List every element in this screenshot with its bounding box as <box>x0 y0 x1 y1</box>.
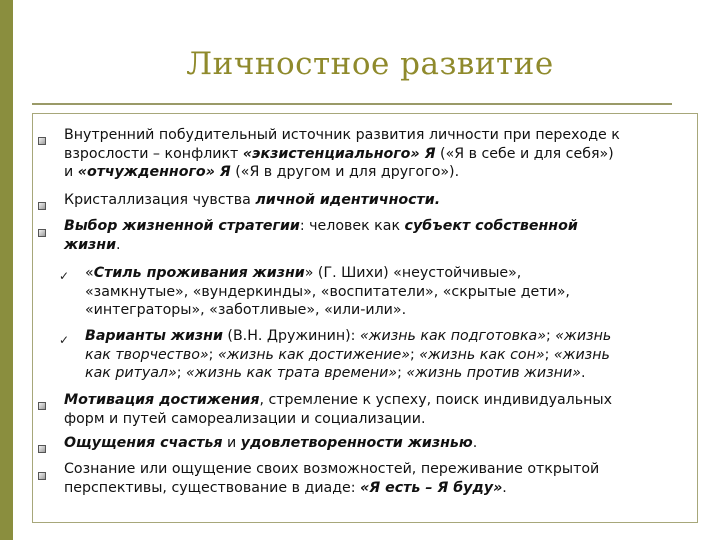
italic-run: «жизнь как сон» <box>419 346 545 363</box>
checkmark-icon: ✓ <box>59 333 70 347</box>
text-line <box>64 410 612 429</box>
text-run: и <box>222 435 241 451</box>
square-bullet-icon <box>38 402 46 410</box>
text-run: форм и путей самореализации и социализации. <box>64 410 426 427</box>
text-run: . <box>116 236 121 253</box>
emphasis-run: Стиль проживания жизни <box>93 265 305 281</box>
bullet-item-life-strategy <box>64 217 578 254</box>
text-line <box>64 163 620 182</box>
emphasis-run: «экзистенциального» Я <box>242 145 436 162</box>
bullet-item-perspective <box>64 460 599 497</box>
emphasis-run: Ощущения счастья <box>64 435 223 451</box>
bullet-item-conflict <box>64 126 620 182</box>
square-bullet-icon <box>38 229 46 237</box>
text-run: (В.Н. Дружинин): <box>222 328 360 344</box>
emphasis-run: Выбор жизненной стратегии <box>64 218 300 234</box>
text-run: ; <box>176 365 187 382</box>
title-divider <box>32 103 672 105</box>
text-run: ; <box>546 328 556 344</box>
italic-run: «жизнь <box>555 328 612 344</box>
italic-run: «жизнь против жизни» <box>406 365 581 382</box>
italic-run: «жизнь как трата времени» <box>186 365 398 382</box>
emphasis-run: «отчужденного» Я <box>77 164 231 181</box>
italic-run: как творчество» <box>85 346 209 363</box>
text-run: « <box>85 265 94 281</box>
text-run: . <box>472 435 478 451</box>
text-run: («Я в другом и для другого»). <box>230 164 460 181</box>
text-run: ; <box>410 346 420 363</box>
emphasis-run: личной идентичности. <box>255 192 441 208</box>
text-run: . <box>502 479 507 496</box>
text-run: взрослости – конфликт <box>64 145 243 162</box>
text-run: Внутренний побудительный источник развития личности при переходе к <box>64 127 620 143</box>
text-line <box>64 191 440 210</box>
bullet-item-achievement <box>64 391 612 428</box>
text-line <box>85 264 570 283</box>
text-line <box>85 327 611 346</box>
emphasis-run: Мотивация достижения <box>64 392 260 408</box>
square-bullet-icon <box>38 137 46 145</box>
text-line <box>85 283 570 302</box>
text-line <box>85 364 611 383</box>
emphasis-run: субъект собственной <box>404 218 578 234</box>
emphasis-run: жизни <box>64 236 117 253</box>
italic-run: «жизнь как достижение» <box>217 346 410 363</box>
text-run: , стремление к успеху, поиск индивидуальных <box>259 392 612 408</box>
text-line <box>85 346 611 365</box>
text-run: Сознание или ощущение своих возможностей, переживание открытой <box>64 461 600 477</box>
bullet-item-happiness <box>64 434 477 453</box>
text-run: » (Г. Шихи) «неустойчивые», <box>304 265 522 281</box>
text-run: «замкнутые», «вундеркинды», «воспитатели», «скрытые дети», <box>85 283 570 300</box>
emphasis-run: «Я есть – Я буду» <box>360 479 503 496</box>
checkmark-icon: ✓ <box>59 269 70 283</box>
text-line <box>64 434 477 453</box>
text-run: ; <box>544 346 554 363</box>
text-run: («Я в себе и для себя») <box>435 145 614 162</box>
square-bullet-icon <box>38 445 46 453</box>
emphasis-run: удовлетворенности жизнью <box>240 435 473 451</box>
emphasis-run: Варианты жизни <box>85 328 223 344</box>
text-line <box>64 217 578 236</box>
slide-sidebar-accent <box>0 0 13 540</box>
text-run: «интеграторы», «заботливые», «или-или». <box>85 302 407 319</box>
text-line <box>85 301 570 320</box>
text-run: : человек как <box>299 218 405 234</box>
text-run: перспективы, существование в диаде: <box>64 479 361 496</box>
square-bullet-icon <box>38 472 46 480</box>
text-line <box>64 391 612 410</box>
bullet-item-identity <box>64 191 440 210</box>
sub-item-life-variants <box>85 327 611 383</box>
italic-run: «жизнь как подготовка» <box>359 328 546 344</box>
text-line <box>64 479 599 498</box>
text-line <box>64 236 578 255</box>
slide-title: Личностное развитие <box>186 46 554 82</box>
text-run: и <box>64 164 78 181</box>
square-bullet-icon <box>38 202 46 210</box>
text-run: Кристаллизация чувства <box>64 192 256 208</box>
text-run: . <box>580 365 586 382</box>
italic-run: как ритуал» <box>85 365 177 382</box>
text-line <box>64 145 620 164</box>
text-run: ; <box>208 346 218 363</box>
italic-run: «жизнь <box>553 346 610 363</box>
sub-item-life-style <box>85 264 570 320</box>
text-line <box>64 126 620 145</box>
text-line <box>64 460 599 479</box>
text-run: ; <box>397 365 407 382</box>
